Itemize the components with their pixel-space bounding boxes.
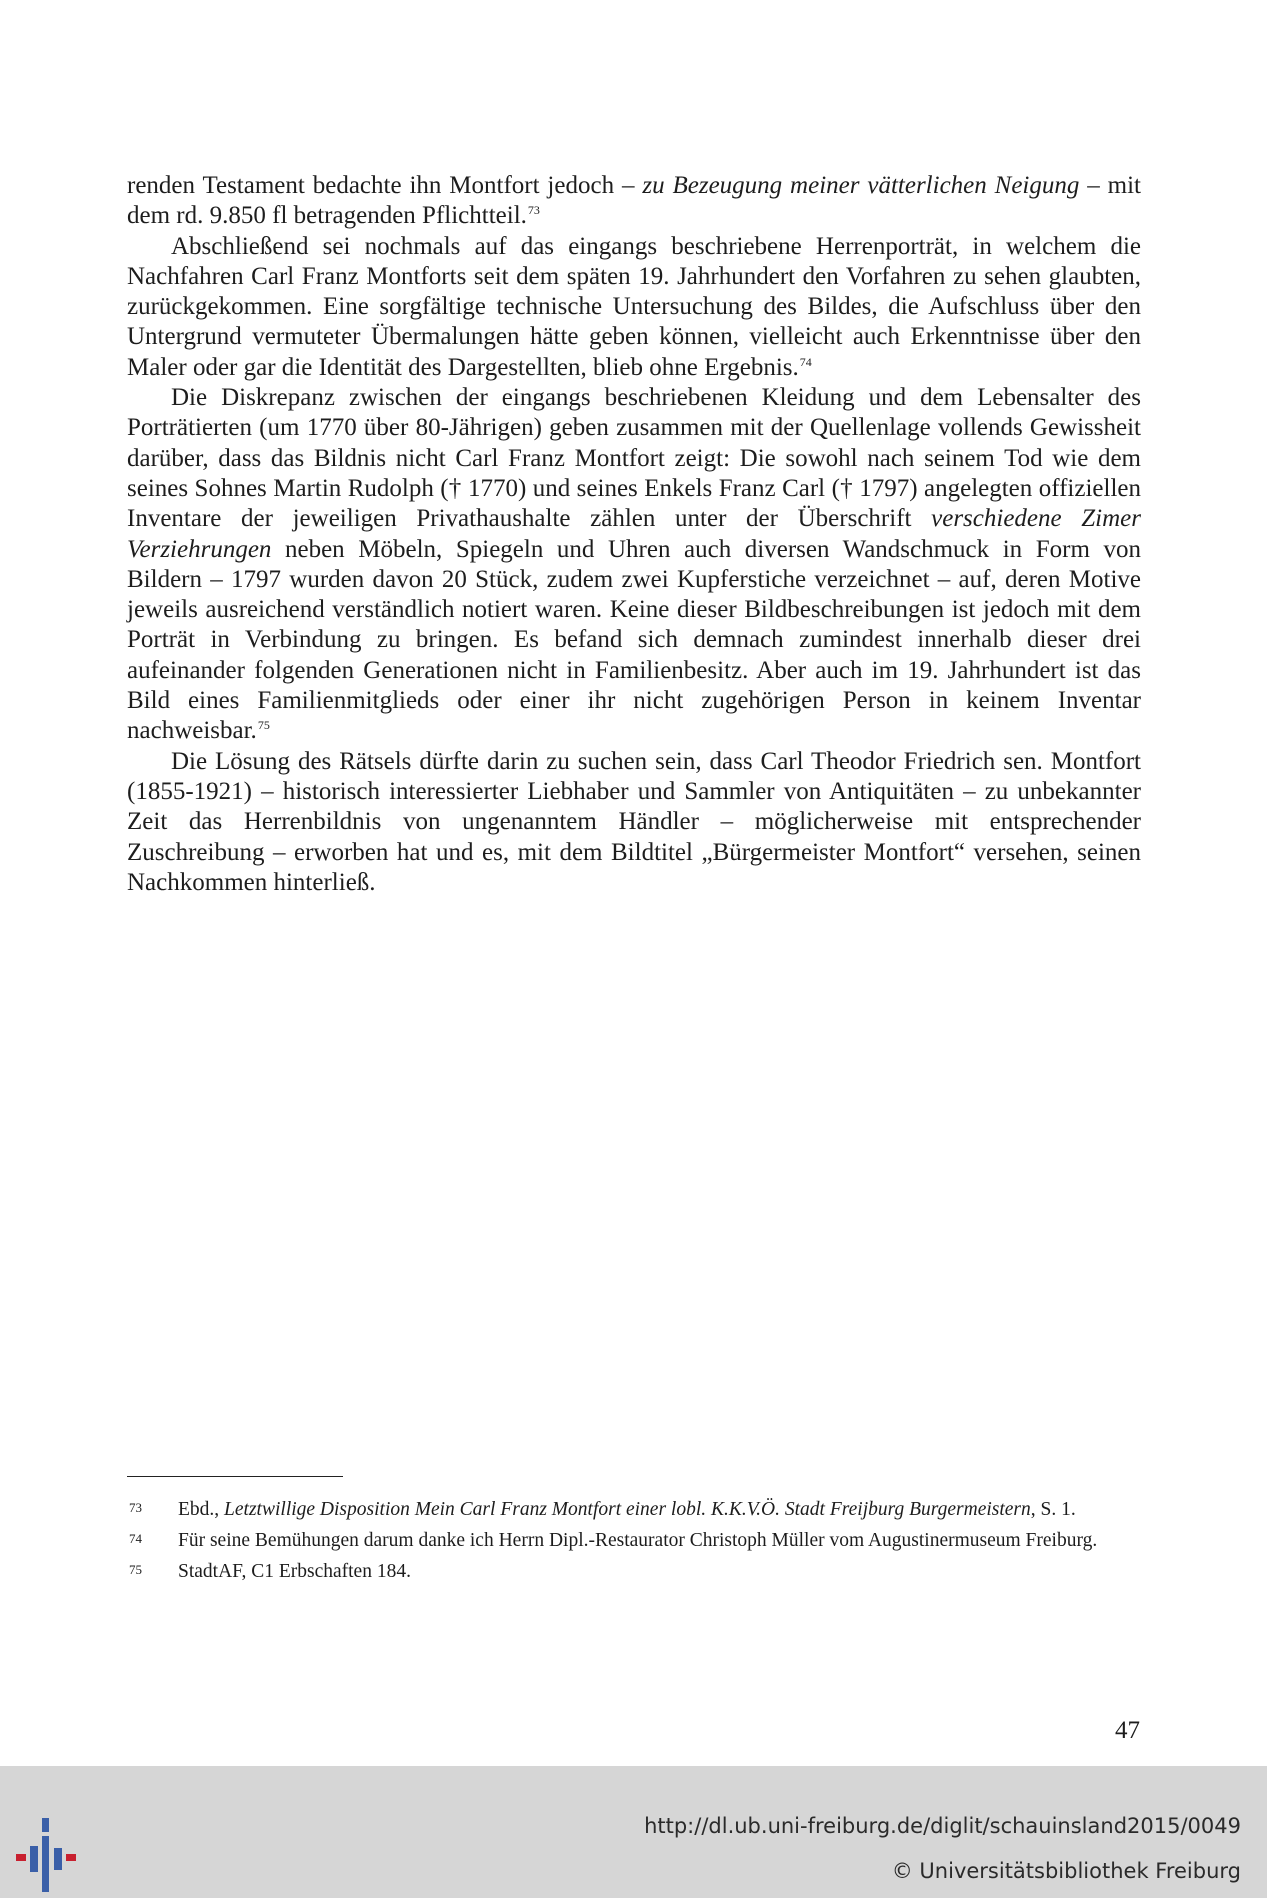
paragraph-1: renden Testament bedachte ihn Montfort jedoch – zu Bezeugung meiner vätterlichen Neigung – mit dem rd. 9.850 fl betragenden Pflichtteil.$^{73}$: [127, 172, 1141, 230]
footnote-divider: [127, 1476, 343, 1477]
footnote-number: 75: [129, 1562, 142, 1577]
footnote-ref-75[interactable]: 75: [257, 718, 270, 733]
footer-copyright: © Universitätsbibliothek Freiburg: [891, 1859, 1241, 1883]
footnotes-section: [127, 1497, 1141, 1590]
ub-freiburg-logo-icon[interactable]: [14, 1816, 84, 1896]
paragraph-3: Die Diskrepanz zwischen der eingangs beschriebenen Kleidung und dem Lebensalter des Porträtierten (um 1770 über 80-Jährigen) geben zusammen mit der Quellenlage vollends Gewissheit darüber, dass das Bildnis nicht Carl Franz Montfort zeigt: Die sowohl nach seinem Tod wie dem seines Sohnes Martin Rudolph († 1770) und seines Enkels Franz Carl († 1797) angelegten offiziellen Inventare der jeweiligen Privathaushalte zählen unter der Überschrift verschiedene Zimer Verziehrungen neben Möbeln, Spiegeln und Uhren auch diversen Wandschmuck in Form von Bildern – 1797 wurden davon 20 Stück, zudem zwei Kupferstiche verzeichnet – auf, deren Motive jeweils ausreichend verständlich notiert waren. Keine dieser Bildbeschreibungen ist jedoch mit dem Porträt in Verbindung zu bringen. Es befand sich demnach zumindest innerhalb dieser drei aufeinander folgenden Generationen nicht in Familienbesitz. Aber auch im 19. Jahrhundert ist das Bild eines Familienmitglieds oder einer ihr nicht zugehörigen Person in keinem Inventar nachweisbar.$^{75}$: [127, 384, 1141, 745]
footer-url-link[interactable]: http://dl.ub.uni-freiburg.de/diglit/schauinsland2015/0049: [644, 1814, 1241, 1838]
footer-bar: [0, 1766, 1267, 1898]
paragraph-4: Die Lösung des Rätsels dürfte darin zu suchen sein, dass Carl Theodor Friedrich sen. Montfort (1855-1921) – historisch interessierter Liebhaber und Sammler von Antiquitäten – zu unbekannter Zeit das Herrenbildnis von ungenanntem Händler – möglicherweise mit entsprechender Zuschreibung – erworben hat und es, mit dem Bildtitel „Bürgermeister Montfort“ versehen, seinen Nachkommen hinterließ.: [127, 747, 1141, 896]
footnote-75: 75 StadtAF, C1 Erbschaften 184.: [127, 1559, 1141, 1584]
footnote-number: 73: [129, 1500, 142, 1515]
footnote-ref-74[interactable]: 74: [799, 354, 812, 369]
footnote-73: 73 Ebd., Letztwillige Disposition Mein Carl Franz Montfort einer lobl. K.K.V.Ö. Stadt Freijburg Burgermeistern, S. 1.: [127, 1497, 1141, 1522]
footnote-ref-73[interactable]: 73: [527, 203, 540, 218]
paragraph-2: Abschließend sei nochmals auf das eingangs beschriebene Herrenporträt, in welchem die Nachfahren Carl Franz Montforts seit dem späten 19. Jahrhundert den Vorfahren zu sehen glaubten, zurückgekommen. Eine sorgfältige technische Untersuchung des Bildes, die Aufschluss über den Untergrund vermuteter Übermalungen hätte geben können, vielleicht auch Erkenntnisse über den Maler oder gar die Identität des Dargestellten, blieb ohne Ergebnis.$^{74}$: [127, 232, 1141, 381]
body-text: [127, 171, 1141, 898]
footnote-number: 74: [129, 1531, 142, 1546]
page-number: 47: [1115, 1717, 1140, 1744]
footnote-74: 74 Für seine Bemühungen darum danke ich Herrn Dipl.-Restaurator Christoph Müller vom Augustinermuseum Freiburg.: [127, 1528, 1141, 1553]
